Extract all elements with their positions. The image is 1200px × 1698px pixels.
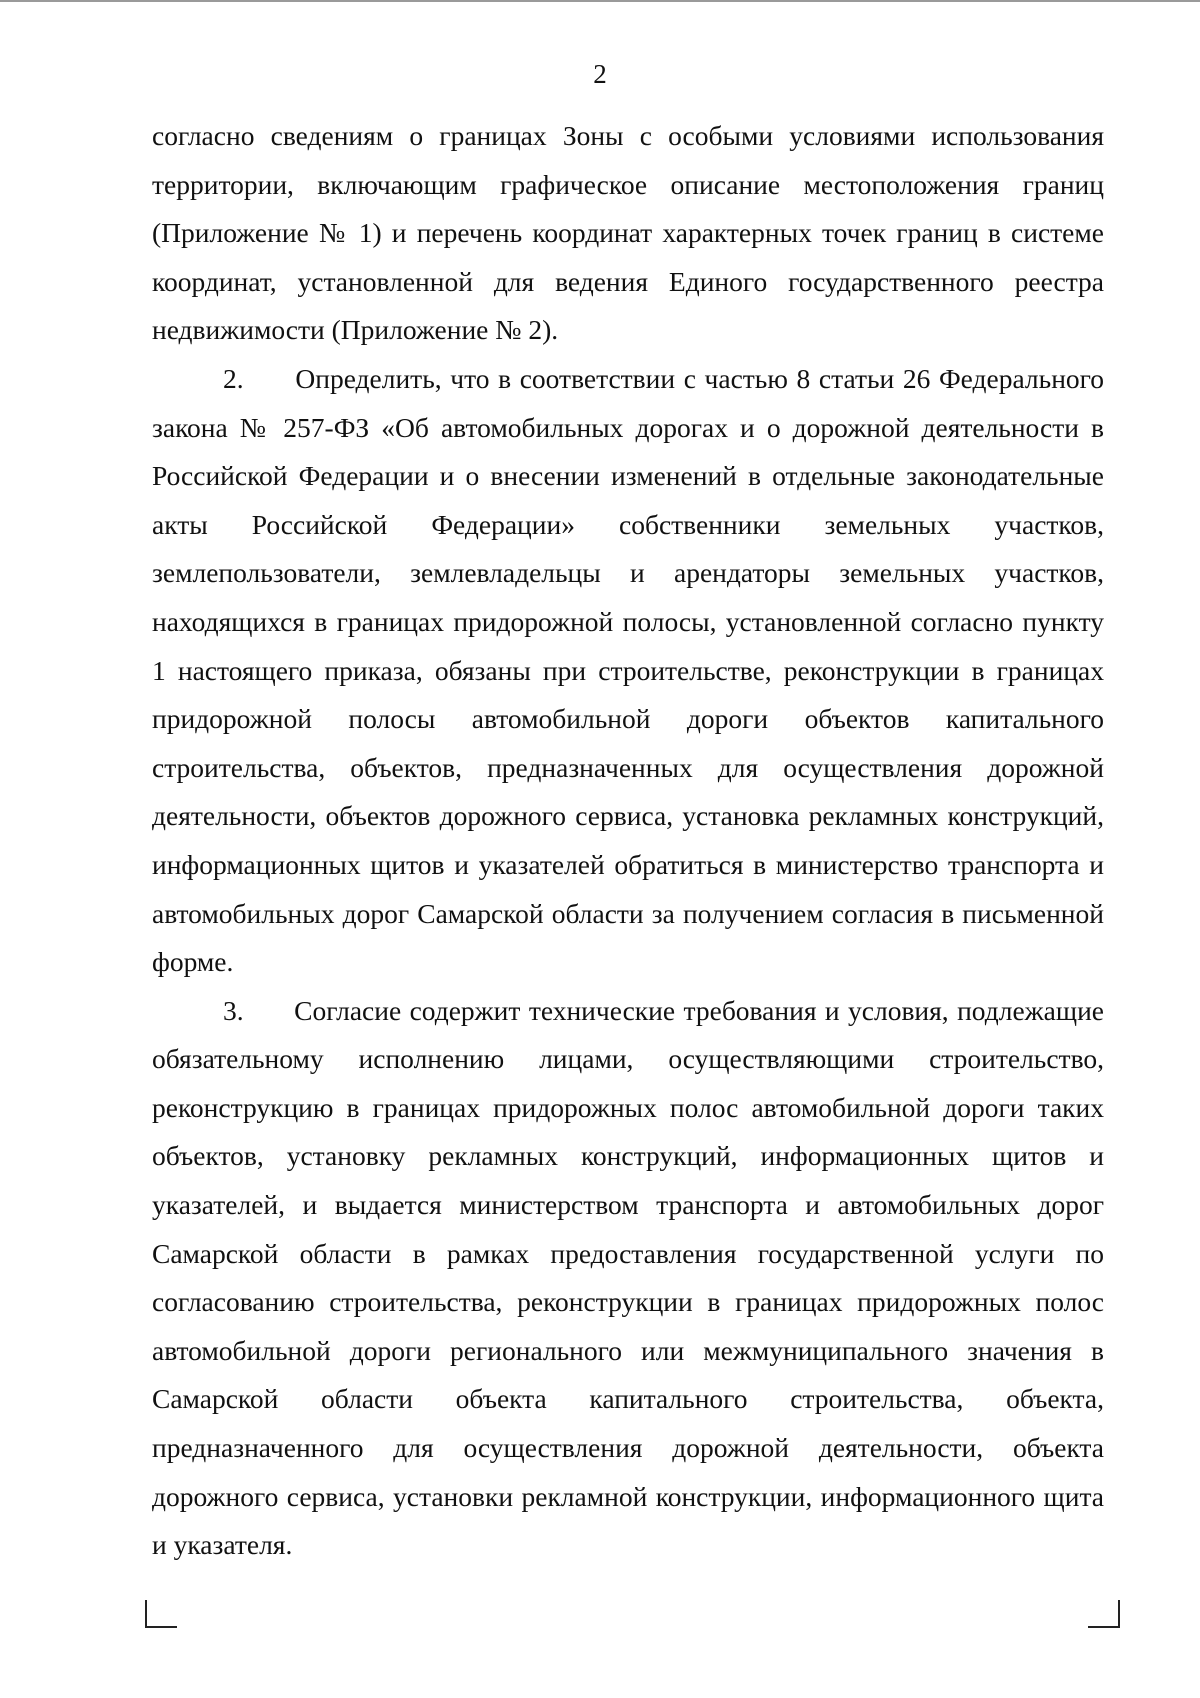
bottom-right-corner-mark (1088, 1600, 1120, 1628)
paragraph-text: Определить, что в соответствии с частью 8 статьи 26 Федерального закона № 257-ФЗ «Об автомобильных дорогах и о дорожной деятельности в Российской Федерации и о внесении изменений в отдельные законодательные акты Российской Федерации» собственники земельных участков, землепользователи, землевладельцы и арендаторы земельных участков, находящихся в границах придорожной полосы, установленной согласно пункту 1 настоящего приказа, обязаны при строительстве, реконструкции в границах придорожной полосы автомобильной дороги объектов капитального строительства, объектов, предназначенных для осуществления дорожной деятельности, объектов дорожного сервиса, установка рекламных конструкций, информационных щитов и указателей обратиться в министерство транспорта и автомобильных дорог Самарской области за получением согласия в письменной форме. (152, 362, 1105, 978)
paragraph-text: согласно сведениям о границах Зоны с особыми условиями использования территории, включающим графическое описание местоположения границ (Приложение № 1) и перечень координат характерных точек границ в системе координат, установленной для ведения Единого государственного реестра недвижимости (Приложение № 2). (152, 120, 1104, 346)
paragraph-1-continuation (152, 112, 1104, 355)
paragraph-number: 2. (223, 362, 244, 394)
paragraph-2 (152, 355, 1104, 987)
page-top-border (0, 0, 1200, 2)
paragraph-3 (152, 987, 1104, 1570)
page-number: 2 (593, 59, 607, 89)
paragraph-number: 3. (223, 994, 244, 1026)
paragraph-text: Согласие содержит технические требования и условия, подлежащие обязательному исполнению лицами, осуществляющими строительство, реконструкцию в границах придорожных полос автомобильной дороги таких объектов, установку рекламных конструкций, информационных щитов и указателей, и выдается министерством транспорта и автомобильных дорог Самарской области в рамках предоставления государственной услуги по согласованию строительства, реконструкции в границах придорожных полос автомобильной дороги регионального или межмуниципального значения в Самарской области объекта капитального строительства, объекта, предназначенного для осуществления дорожной деятельности, объекта дорожного сервиса, установки рекламной конструкции, информационного щита и указателя. (152, 994, 1104, 1561)
bottom-left-corner-mark (145, 1600, 177, 1628)
document-body (152, 112, 1104, 1570)
